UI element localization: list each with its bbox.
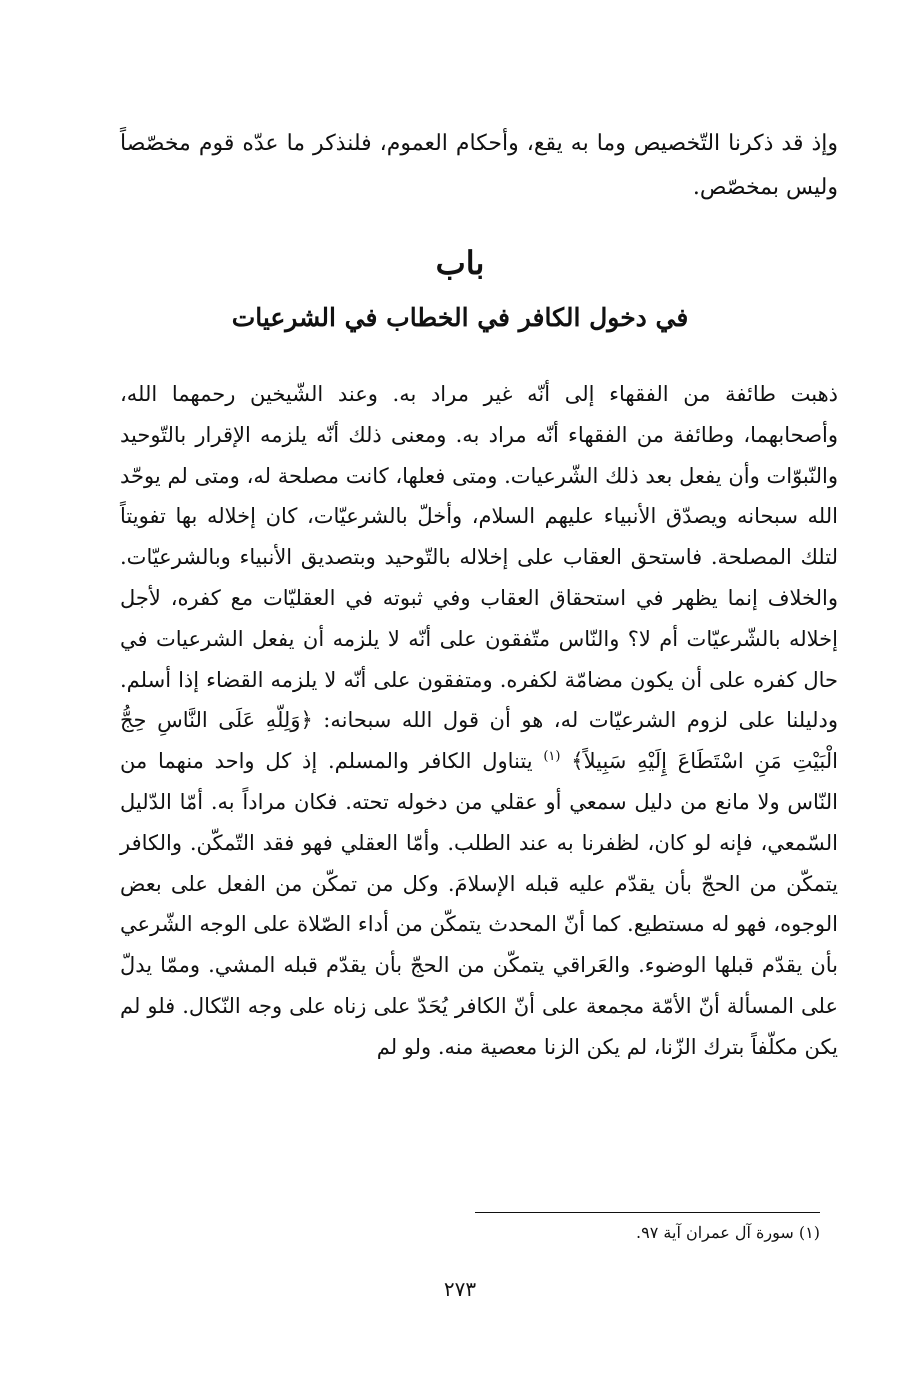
body-paragraph [120, 374, 838, 1068]
footnote-reference: (١) [543, 749, 561, 765]
chapter-subtitle: في دخول الكافر في الخطاب في الشرعيات [231, 303, 689, 332]
body-text-part-1: ذهبت طائفة من الفقهاء إلى أنّه غير مراد به. وعند الشّيخين رحمهما الله، وأصحابهما، وطائفة من الفقهاء أنّه مراد به. ومعنى ذلك أنّه يلزمه الإقرار بالتّوحيد والنّبوّات وأن يفعل بعد ذلك الشّرعيات. ومتى فعلها، كانت مصلحة له، ومتى لم يوحّد الله سبحانه ويصدّق الأنبياء عليهم السلام، وأخلّ بالشرعيّات، كان إخلاله بها تفويتاً لتلك المصلحة. فاستحق العقاب على إخلاله بالتّوحيد وبتصديق الأنبياء وبالشرعيّات. والخلاف إنما يظهر في استحقاق العقاب وفي ثبوته في العقليّات مع كفره، لأجل إخلاله بالشّرعيّات أم لا؟ والنّاس متّفقون على أنّه لا يلزمه أن يفعل الشرعيات في حال كفره على أن يكون مضامّة لكفره. ومتفقون على أنّه لا يلزمه القضاء إذا أسلم. ودليلنا على لزوم الشرعيّات له، هو أن قول الله سبحانه: ﴿وَلِلّهِ عَلَى النَّاسِ حِجُّ الْبَيْتِ مَنِ اسْتَطَاعَ إِلَيْهِ سَبِيلاً﴾ [120, 382, 838, 774]
footnote: (١) سورة آل عمران آية ٩٧. [636, 1223, 820, 1242]
body-text-part-2: يتناول الكافر والمسلم. إذ كل واحد منهما من النّاس ولا مانع من دليل سمعي أو عقلي من دخوله تحته. فكان مراداً به. أمّا الدّليل السّمعي، فإنه لو كان، لظفرنا به عند الطلب. وأمّا العقلي فهو فقد التّمكّن. والكافر يتمكّن من الحجّ بأن يقدّم عليه قبله الإسلامَ. وكل من تمكّن من الفعل على بعض الوجوه، فهو له مستطيع. كما أنّ المحدث يتمكّن من أداء الصّلاة على الوجه الشّرعي بأن يقدّم قبلها الوضوء. والعَراقي يتمكّن من الحجّ بأن يقدّم قبله المشي. وممّا يدلّ على المسألة أنّ الأمّة مجمعة على أنّ الكافر يُحَدّ على زناه على وجه النّكال. فلو لم يكن مكلّفاً بترك الزّنا، لم يكن الزنا معصية منه. ولو لم [120, 749, 838, 1059]
footnote-divider [475, 1212, 820, 1213]
intro-paragraph: وإذ قد ذكرنا التّخصيص وما به يقع، وأحكام العموم، فلنذكر ما عدّه قوم مخصّصاً وليس بمخصّص. [120, 131, 838, 200]
page-number: ٢٧٣ [443, 1277, 477, 1301]
chapter-title: باب [435, 244, 485, 282]
